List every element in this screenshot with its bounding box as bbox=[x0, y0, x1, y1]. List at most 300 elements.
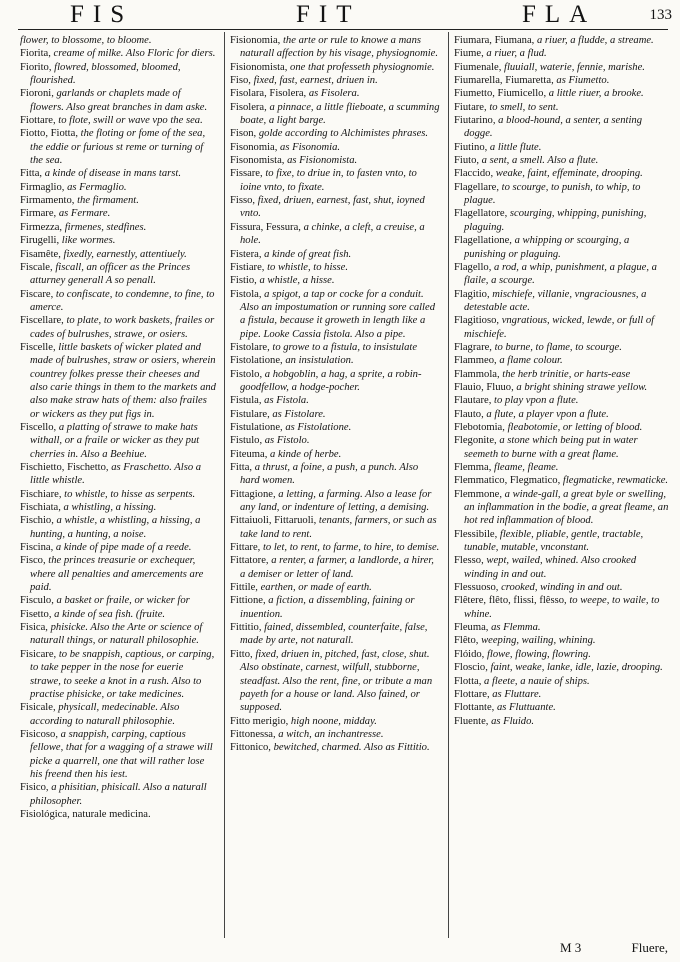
entry-definition: high noone, midday. bbox=[290, 715, 377, 727]
dictionary-entry bbox=[230, 408, 440, 421]
entry-headword: Flemma, bbox=[454, 462, 495, 473]
entry-headword: Fischio, bbox=[20, 515, 57, 527]
entry-definition: to fixe, to driue in, to fasten vnto, to ioine vnto, to fixate. bbox=[240, 168, 417, 193]
entry-definition: as Fiumetto. bbox=[556, 75, 610, 87]
entry-headword: Fisco, bbox=[20, 555, 49, 567]
entry-definition: fixed, driuen, earnest, fast, shut, ioyned vnto. bbox=[240, 195, 425, 220]
entry-headword: Fisicale, bbox=[20, 702, 59, 714]
entry-headword: Fittonessa, bbox=[230, 728, 279, 740]
entry-definition: as Flemma. bbox=[491, 622, 541, 634]
dictionary-entry bbox=[454, 87, 670, 100]
entry-headword: Fleuma, bbox=[454, 622, 492, 634]
entry-definition: to confiscate, to condemne, to fine, to amerce. bbox=[30, 288, 215, 313]
entry-definition: a letting, a farming. Also a lease for any land, or indenture of letting, a demising. bbox=[240, 488, 432, 514]
entry-headword: Fisolera, bbox=[230, 101, 270, 113]
entry-definition: a winde-gall, a great byle or swelling, an inflammation in the bodie, a great fleame, an hot red inflammation of blood. bbox=[464, 488, 669, 527]
entry-headword: Fiutarino, bbox=[454, 115, 499, 127]
entry-definition: a whistle, a hisse. bbox=[259, 275, 335, 287]
dictionary-entry bbox=[20, 728, 216, 781]
dictionary-entry bbox=[454, 288, 670, 315]
dictionary-entry bbox=[20, 514, 216, 541]
entry-definition: garlands or chaplets made of flowers. Also great branches in dam aske. bbox=[30, 88, 208, 113]
entry-definition: firmenes, stedfines. bbox=[64, 221, 147, 233]
entry-headword: Fittaiuoli, Fittaruoli, bbox=[230, 515, 319, 527]
dictionary-entry bbox=[230, 127, 440, 140]
entry-headword: Fiumenale, bbox=[454, 61, 505, 73]
dictionary-entry bbox=[454, 394, 670, 407]
dictionary-entry bbox=[230, 341, 440, 354]
entry-headword: Flessibile, bbox=[454, 528, 500, 540]
entry-headword: Fisicare, bbox=[20, 648, 59, 660]
entry-definition: fixed, driuen in, pitched, fast, close, shut. Also obstinate, carnest, wilfull, stubborne, steadfast. Also the rent, fine, or tribute a man payeth for a house or land. Also fained, or supposed. bbox=[240, 648, 433, 714]
dictionary-entry bbox=[20, 248, 216, 261]
dictionary-entry bbox=[230, 87, 440, 100]
entry-definition: a pinnace, a little flieboate, a scumming boate, a light barge. bbox=[240, 101, 440, 127]
entry-definition: a chinke, a cleft, a creuise, a hole. bbox=[240, 221, 425, 247]
dictionary-entry bbox=[20, 808, 216, 821]
dictionary-entry bbox=[230, 248, 440, 261]
entry-headword: Fiscare, bbox=[20, 288, 56, 300]
dictionary-entry bbox=[20, 207, 216, 220]
dictionary-entry bbox=[230, 274, 440, 287]
entry-definition: golde according to Alchimistes phrases. bbox=[258, 128, 429, 140]
entry-definition: as Fistolatione. bbox=[285, 421, 352, 433]
dictionary-entry bbox=[20, 341, 216, 421]
dictionary-entry bbox=[230, 448, 440, 461]
entry-headword: Fisiológica, naturale medicina. bbox=[20, 808, 151, 820]
entry-headword: Fiscelle, bbox=[20, 341, 59, 353]
entry-definition: the princes treasurie or exchequer, where all penalties and amercements are paid. bbox=[30, 555, 204, 594]
entry-headword: Fistiare, bbox=[230, 261, 268, 273]
dictionary-entry bbox=[230, 648, 440, 715]
entry-headword: Fisamête, bbox=[20, 248, 64, 260]
dictionary-entry bbox=[20, 461, 216, 488]
entry-headword: Fisolara, Fisolera, bbox=[230, 88, 309, 100]
entry-headword: Fisica, bbox=[20, 622, 51, 634]
entry-headword: Fluente, bbox=[454, 715, 492, 727]
column-divider-1 bbox=[224, 32, 225, 938]
dictionary-entry bbox=[230, 354, 440, 367]
entry-headword: Fiscellare, bbox=[20, 315, 67, 327]
dictionary-entry bbox=[20, 554, 216, 594]
dictionary-entry bbox=[230, 728, 440, 741]
dictionary-entry bbox=[20, 261, 216, 288]
entry-headword: Fissura, Fessura, bbox=[230, 221, 304, 233]
dictionary-entry bbox=[230, 368, 440, 395]
header-center-guideword: FIT bbox=[296, 1, 361, 28]
entry-definition: to smell, to sent. bbox=[489, 101, 559, 113]
entry-headword: Fistolare, bbox=[230, 341, 273, 353]
entry-definition: as Fisionomista. bbox=[287, 155, 358, 167]
dictionary-entry bbox=[454, 528, 670, 555]
dictionary-entry bbox=[20, 594, 216, 607]
entry-definition: to flote, swill or wave vpo the sea. bbox=[58, 115, 203, 127]
dictionary-entry bbox=[454, 461, 670, 474]
dictionary-entry bbox=[230, 488, 440, 515]
entry-headword: Flottare, bbox=[454, 688, 493, 700]
dictionary-entry bbox=[20, 608, 216, 621]
entry-headword: Fiutino, bbox=[454, 141, 490, 153]
entry-definition: to be snappish, captious, or carping, to take pepper in the nose for euerie strawe, to seeke a knot in a rush. Also to practise phisicke, or take medicines. bbox=[30, 648, 215, 700]
entry-definition: a flame colour. bbox=[499, 355, 563, 367]
entry-headword: Fittagione, bbox=[230, 488, 279, 500]
dictionary-entry bbox=[454, 434, 670, 461]
entry-headword: Fisico, bbox=[20, 782, 52, 794]
entry-headword: Fistola, bbox=[230, 288, 265, 300]
dictionary-entry bbox=[230, 154, 440, 167]
entry-headword: Flagellatore, bbox=[454, 208, 510, 220]
dictionary-entry bbox=[230, 221, 440, 248]
entry-definition: a renter, a farmer, a landlorde, a hirer, a demiser or letter of land. bbox=[240, 555, 434, 580]
entry-headword: Fistera, bbox=[230, 248, 265, 260]
entry-headword: Flagitioso, bbox=[454, 315, 502, 327]
dictionary-entry bbox=[20, 234, 216, 247]
entry-headword: Fioroni, bbox=[20, 88, 57, 100]
dictionary-entry bbox=[454, 181, 670, 208]
entry-headword: Fistio, bbox=[230, 275, 260, 287]
dictionary-entry bbox=[454, 688, 670, 701]
dictionary-entry bbox=[454, 341, 670, 354]
dictionary-entry bbox=[230, 541, 440, 554]
entry-headword: Flêto, bbox=[454, 635, 482, 647]
entry-headword: Flagellare, bbox=[454, 181, 502, 193]
dictionary-entry bbox=[454, 167, 670, 180]
entry-headword: Fitta, bbox=[230, 462, 255, 473]
entry-headword: Flagrare, bbox=[454, 341, 495, 353]
entry-headword: Firmaglio, bbox=[20, 181, 68, 193]
entry-headword: Flemmone, bbox=[454, 488, 505, 500]
entry-definition: a kinde of great fish. bbox=[264, 248, 352, 260]
dictionary-entry bbox=[230, 141, 440, 154]
dictionary-entry bbox=[454, 101, 670, 114]
dictionary-entry bbox=[454, 621, 670, 634]
entry-headword: Firmezza, bbox=[20, 221, 65, 233]
dictionary-entry bbox=[454, 47, 670, 60]
entry-definition: as Fraschetto. Also a little whistle. bbox=[30, 462, 202, 487]
header-left-guideword: FIS bbox=[70, 1, 134, 28]
entry-headword: Fistulatione, bbox=[230, 421, 286, 433]
entry-headword: Flotta, bbox=[454, 675, 485, 687]
entry-definition: to let, to rent, to farme, to hire, to demise. bbox=[262, 542, 440, 554]
entry-definition: as Fisolera. bbox=[308, 88, 360, 100]
dictionary-entry bbox=[20, 61, 216, 88]
dictionary-entry bbox=[454, 141, 670, 154]
running-header bbox=[0, 2, 680, 28]
entry-definition: fleabotomie, or letting of blood. bbox=[507, 421, 643, 433]
dictionary-entry bbox=[230, 101, 440, 128]
dictionary-entry bbox=[20, 181, 216, 194]
dictionary-entry bbox=[230, 514, 440, 541]
entry-definition: fleame, fleame. bbox=[494, 462, 559, 473]
dictionary-entry bbox=[454, 74, 670, 87]
entry-headword: Flauto, bbox=[454, 408, 487, 420]
dictionary-entry bbox=[454, 314, 670, 341]
header-rule bbox=[18, 29, 668, 30]
entry-headword: Fistolo, bbox=[230, 368, 265, 380]
entry-headword: Fison, bbox=[230, 128, 259, 140]
entry-definition: to whistle, to hisse as serpents. bbox=[64, 488, 196, 500]
dictionary-entry bbox=[230, 194, 440, 221]
entry-definition: the floting or fome of the sea, the eddie or furious st reme or turning of the sea. bbox=[30, 128, 206, 167]
page-footer bbox=[0, 940, 680, 956]
entry-definition: mischiefe, villanie, vngraciousnes, a detestable acte. bbox=[464, 288, 647, 313]
entry-headword: Fisonomia, bbox=[230, 141, 281, 153]
dictionary-entry bbox=[454, 715, 670, 728]
entry-headword: Flammola, bbox=[454, 368, 503, 380]
dictionary-entry bbox=[454, 701, 670, 714]
entry-definition: phisicke. Also the Arte or science of naturall things, or naturall philosophie. bbox=[30, 622, 203, 647]
entry-definition: a stone which being put in water seemeth to burne with a great flame. bbox=[464, 435, 638, 460]
entry-headword: Fittitio, bbox=[230, 622, 265, 634]
entry-definition: the firmament. bbox=[77, 195, 139, 207]
entry-definition: fained, dissembled, counterfaite, false, made by arte, not naturall. bbox=[240, 622, 428, 647]
entry-definition: as Fistolare. bbox=[272, 408, 326, 420]
entry-headword: Fisetto, bbox=[20, 608, 55, 620]
entry-definition: as Fluttare. bbox=[492, 688, 542, 700]
entry-headword: Flagello, bbox=[454, 261, 495, 273]
entry-headword: Flagitio, bbox=[454, 288, 493, 300]
entry-headword: Fiorita, bbox=[20, 48, 54, 60]
entry-definition: vngratious, wicked, lewde, or full of mischiefe. bbox=[464, 315, 655, 340]
entry-headword: Flagellatione, bbox=[454, 235, 515, 247]
dictionary-entry bbox=[230, 715, 440, 728]
dictionary-entry bbox=[20, 194, 216, 207]
entry-headword: Flegonite, bbox=[454, 435, 500, 447]
dictionary-entry bbox=[230, 434, 440, 447]
dictionary-entry bbox=[454, 261, 670, 288]
dictionary-entry bbox=[20, 167, 216, 180]
entry-definition: bewitched, charmed. Also as Fittitio. bbox=[273, 742, 430, 754]
entry-headword: Firmare, bbox=[20, 208, 59, 220]
entry-headword: Fisionomista, bbox=[230, 61, 291, 73]
dictionary-entry bbox=[454, 234, 670, 261]
dictionary-entry bbox=[454, 594, 670, 621]
entry-headword: Fiuto, bbox=[454, 155, 482, 167]
entry-headword: Fiutare, bbox=[454, 101, 490, 113]
entry-headword: Fiteuma, bbox=[230, 448, 271, 460]
entry-headword: Fistulare, bbox=[230, 408, 273, 420]
dictionary-entry bbox=[20, 127, 216, 167]
dictionary-entry bbox=[454, 474, 670, 487]
entry-headword: Fittile, bbox=[230, 582, 261, 594]
entry-definition: a little flute. bbox=[489, 141, 542, 153]
entry-definition: one that professeth physiognomie. bbox=[290, 61, 435, 73]
dictionary-entry bbox=[20, 114, 216, 127]
entry-definition: a phisitian, phisicall. Also a naturall philosopher. bbox=[30, 782, 207, 807]
dictionary-entry bbox=[230, 421, 440, 434]
entry-definition: the arte or rule to knowe a mans naturall affection by his visage, physiognomie. bbox=[240, 35, 439, 60]
dictionary-entry bbox=[454, 154, 670, 167]
entry-headword: Fiscale, bbox=[20, 261, 56, 273]
entry-definition: a snappish, carping, captious fellowe, that for a wagging of a strawe will picke a quarrell, one that will rather lose his freend then his iest. bbox=[30, 728, 213, 780]
entry-headword: Flammeo, bbox=[454, 355, 500, 367]
entry-definition: weeping, wailing, whining. bbox=[481, 635, 596, 647]
entry-definition: as Fermare. bbox=[58, 208, 111, 220]
entry-definition: creame of milke. Also Floric for diers. bbox=[53, 48, 216, 60]
entry-definition: wept, wailed, whined. Also crooked winding in and out. bbox=[464, 555, 637, 580]
entry-definition: a kinde of pipe made of a reede. bbox=[55, 542, 192, 554]
dictionary-entry bbox=[20, 501, 216, 514]
entry-definition: to whistle, to hisse. bbox=[267, 261, 349, 273]
entry-headword: Firmamento, bbox=[20, 195, 78, 207]
entry-definition: a riuer, a flud. bbox=[486, 48, 547, 60]
dictionary-entry bbox=[454, 368, 670, 381]
entry-headword: Flemmatico, Flegmatico, bbox=[454, 475, 563, 487]
signature-mark: M 3 bbox=[560, 940, 582, 955]
dictionary-entry bbox=[230, 74, 440, 87]
page-number: 133 bbox=[649, 7, 672, 23]
dictionary-entry bbox=[20, 621, 216, 648]
entry-definition: as Fluido. bbox=[491, 715, 535, 727]
entry-definition: as Fisonomia. bbox=[280, 141, 341, 153]
dictionary-entry bbox=[20, 34, 216, 47]
entry-definition: a kinde of sea fish. (fruite. bbox=[54, 608, 166, 620]
entry-definition: a whipping or scourging, a punishing or plaguing. bbox=[464, 235, 630, 260]
dictionary-entry bbox=[230, 741, 440, 754]
entry-definition: a riuer, a fludde, a streame. bbox=[536, 35, 654, 46]
entry-headword: Flaccido, bbox=[454, 168, 496, 180]
dictionary-entry bbox=[454, 61, 670, 74]
entry-headword: Fiumetto, Fiumicello, bbox=[454, 88, 549, 100]
entry-headword: Fitto, bbox=[230, 648, 256, 660]
dictionary-entry bbox=[454, 661, 670, 674]
entry-headword: Fisculo, bbox=[20, 595, 57, 607]
entry-definition: like wormes. bbox=[61, 235, 116, 247]
entry-definition: a sent, a smell. Also a flute. bbox=[481, 155, 599, 167]
entry-headword: Fischietto, Fischetto, bbox=[20, 462, 112, 473]
column-3 bbox=[454, 34, 670, 938]
entry-headword: Fisso, bbox=[230, 195, 258, 207]
dictionary-entry bbox=[230, 288, 440, 341]
entry-definition: physicall, medecinable. Also according to naturall philosophie. bbox=[30, 702, 180, 727]
entry-headword: Floscio, bbox=[454, 662, 491, 674]
entry-headword: Flottante, bbox=[454, 702, 497, 714]
entry-definition: tenants, farmers, or such as take land to rent. bbox=[240, 515, 437, 540]
entry-headword: Fissare, bbox=[230, 168, 266, 180]
dictionary-entry bbox=[454, 648, 670, 661]
dictionary-entry bbox=[20, 87, 216, 114]
entry-headword: Fiumara, Fiumana, bbox=[454, 35, 537, 46]
entry-definition: flexible, pliable, gentle, tractable, tunable, mutable, vnconstant. bbox=[464, 528, 644, 554]
column-2 bbox=[230, 34, 440, 938]
dictionary-entry bbox=[230, 554, 440, 581]
dictionary-entry bbox=[20, 421, 216, 461]
entry-headword: Flóido, bbox=[454, 648, 487, 660]
entry-headword: Fiotto, Fiotta, bbox=[20, 128, 81, 140]
entry-definition: flower, to blossome, to bloome. bbox=[20, 35, 152, 46]
dictionary-entry bbox=[20, 288, 216, 315]
dictionary-entry bbox=[20, 541, 216, 554]
dictionary-entry bbox=[20, 701, 216, 728]
entry-headword: Fisionomia, bbox=[230, 35, 283, 46]
entry-definition: scourging, whipping, punishing, plaguing. bbox=[464, 208, 647, 233]
entry-headword: Fiorito, bbox=[20, 61, 55, 73]
dictionary-entry bbox=[20, 488, 216, 501]
entry-definition: as Fistola. bbox=[264, 395, 309, 407]
dictionary-entry bbox=[230, 61, 440, 74]
entry-headword: Fiume, bbox=[454, 48, 487, 60]
entry-definition: a thrust, a foine, a push, a punch. Also hard women. bbox=[240, 462, 419, 487]
entry-headword: Firugelli, bbox=[20, 235, 62, 247]
dictionary-entry bbox=[20, 648, 216, 701]
entry-definition: earthen, or made of earth. bbox=[260, 582, 372, 594]
entry-headword: Fiottare, bbox=[20, 115, 59, 127]
dictionary-entry bbox=[454, 381, 670, 394]
entry-headword: Fistolatione, bbox=[230, 355, 286, 367]
entry-definition: fluuiall, waterie, fennie, marishe. bbox=[504, 61, 645, 73]
entry-definition: flegmaticke, rewmaticke. bbox=[562, 475, 669, 487]
header-right-guideword: FLA bbox=[522, 1, 597, 28]
entry-definition: as Fluttuante. bbox=[496, 702, 556, 714]
entry-headword: Fischiare, bbox=[20, 488, 65, 500]
dictionary-entry bbox=[454, 675, 670, 688]
entry-definition: the herb trinitie, or harts-ease bbox=[502, 368, 631, 380]
entry-definition: crooked, winding in and out. bbox=[501, 582, 623, 594]
entry-definition: a blood-hound, a senter, a senting dogge. bbox=[464, 115, 643, 140]
entry-headword: Flêtere, flêto, flissi, flêsso, bbox=[454, 595, 570, 607]
entry-definition: as Fistolo. bbox=[264, 435, 310, 447]
entry-definition: a fiction, a dissembling, faining or inuention. bbox=[240, 595, 415, 620]
entry-definition: weake, faint, effeminate, drooping. bbox=[495, 168, 643, 180]
dictionary-entry bbox=[230, 261, 440, 274]
entry-definition: to scourge, to punish, to whip, to plague. bbox=[464, 181, 641, 207]
entry-headword: Fitto merigio, bbox=[230, 715, 291, 727]
entry-definition: flowe, flowing, flowring. bbox=[486, 648, 591, 660]
entry-headword: Flebotomia, bbox=[454, 421, 508, 433]
dictionary-entry bbox=[230, 394, 440, 407]
dictionary-entry bbox=[454, 354, 670, 367]
entry-definition: a witch, an inchantresse. bbox=[278, 728, 384, 740]
dictionary-entry bbox=[454, 581, 670, 594]
entry-headword: Fistula, bbox=[230, 395, 265, 407]
entry-definition: a bright shining strawe yellow. bbox=[516, 381, 648, 393]
entry-definition: faint, weake, lanke, idle, lazie, drooping. bbox=[490, 662, 663, 674]
entry-definition: a basket or fraile, or wicker for bbox=[56, 595, 190, 607]
dictionary-entry bbox=[20, 314, 216, 341]
dictionary-entry bbox=[230, 167, 440, 194]
entry-definition: to weepe, to waile, to whine. bbox=[464, 595, 660, 620]
entry-headword: Fitta, bbox=[20, 168, 45, 180]
entry-headword: Flesso, bbox=[454, 555, 487, 567]
dictionary-entry bbox=[230, 34, 440, 61]
entry-definition: a whistle, a whistling, a hissing, a hunting, a hunting, a noise. bbox=[30, 515, 201, 540]
entry-definition: flowred, blossomed, bloomed, flourished. bbox=[30, 61, 181, 87]
dictionary-entry bbox=[454, 114, 670, 141]
entry-headword: Fittatore, bbox=[230, 555, 272, 567]
dictionary-entry bbox=[230, 461, 440, 488]
dictionary-entry bbox=[454, 634, 670, 647]
dictionary-entry bbox=[454, 488, 670, 528]
dictionary-entry bbox=[454, 34, 670, 47]
column-1 bbox=[20, 34, 216, 938]
entry-definition: a flute, a player vpon a flute. bbox=[486, 408, 609, 420]
entry-definition: a rod, a whip, punishment, a plague, a flaile, a scourge. bbox=[464, 261, 657, 287]
entry-headword: Fischiata, bbox=[20, 502, 64, 514]
dictionary-entry bbox=[454, 408, 670, 421]
entry-headword: Fittare, bbox=[230, 542, 263, 554]
entry-definition: as Fermaglio. bbox=[67, 181, 127, 193]
entry-definition: fixedly, earnestly, attentiuely. bbox=[63, 248, 187, 260]
entry-definition: an insistulation. bbox=[285, 355, 354, 367]
entry-definition: a whistling, a hissing. bbox=[63, 502, 157, 514]
entry-definition: to burne, to flame, to scourge. bbox=[494, 341, 622, 353]
dictionary-entry bbox=[454, 554, 670, 581]
entry-headword: Fittione, bbox=[230, 595, 269, 607]
entry-headword: Fiso, bbox=[230, 75, 254, 87]
entry-definition: a platting of strawe to make hats withall, or a fraile or wicker as they put cherries in. Also a Beehiue. bbox=[30, 421, 200, 460]
dictionary-entry bbox=[20, 221, 216, 234]
entry-definition: to growe to a fistula, to insistulate bbox=[272, 341, 418, 353]
